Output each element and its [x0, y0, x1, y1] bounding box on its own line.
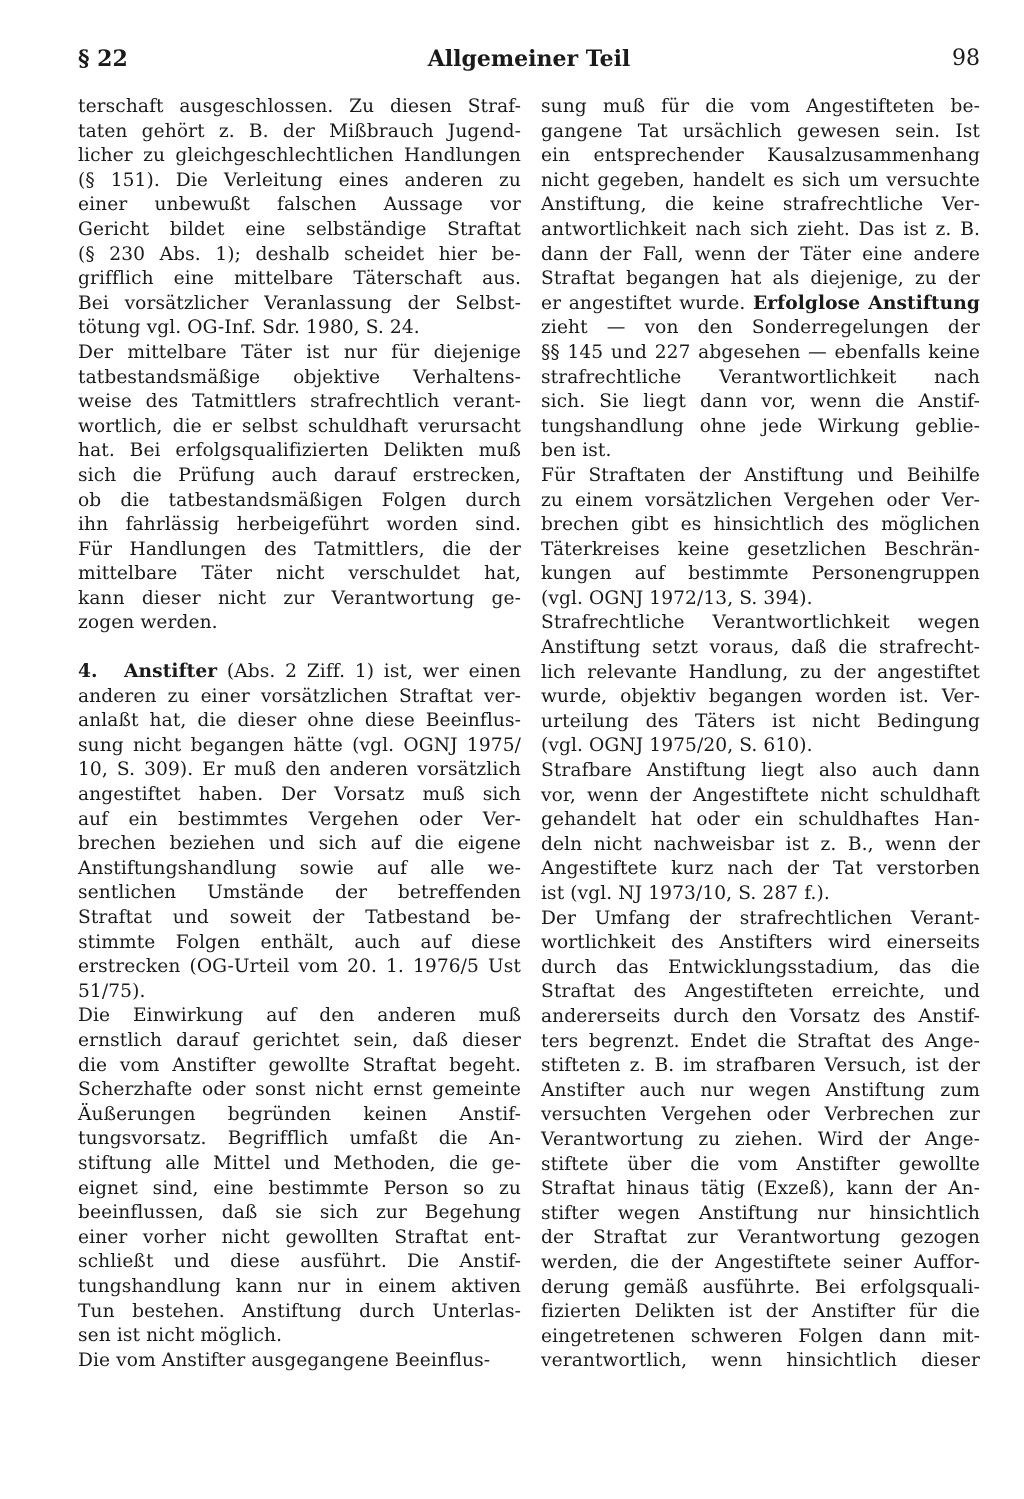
text-line: Tun bestehen. Anstiftung durch Unterlas-	[78, 1300, 521, 1322]
text-line: 51/75).	[78, 980, 146, 1002]
right-bold-line	[541, 292, 980, 317]
paragraph-gap	[78, 636, 521, 660]
para4-first-line	[78, 660, 521, 685]
text-line: Straftat und soweit der Tatbestand be-	[78, 907, 521, 928]
text-line: tatbestandsmäßige objektive Verhaltens-	[78, 366, 521, 388]
text-line: Täterkreises keine gesetzlichen Beschrän-	[541, 538, 980, 560]
text-line: auf ein bestimmtes Vergehen oder Ver-	[78, 808, 521, 830]
text-line: der Straftat zur Verantwortung gezogen	[541, 1227, 980, 1249]
text-line: 10, S. 309). Er muß den anderen vorsätzlich	[78, 759, 521, 781]
text-line: andererseits durch den Vorsatz des Anstif-	[541, 1005, 980, 1027]
text-line: taten gehört z. B. der Mißbrauch Jugend-	[78, 120, 521, 142]
text-line: brechen beziehen und sich auf die eigene	[78, 833, 521, 855]
right-bold-term: Erfolglose Anstiftung	[752, 292, 980, 314]
text-line: ob die tatbestandsmäßigen Folgen durch	[78, 489, 521, 511]
text-line: strafrechtliche Verantwortlichkeit nach	[541, 366, 980, 388]
text-line: Für Straftaten der Anstiftung und Beihilfe	[541, 464, 980, 486]
right-column-paragraphs-a	[541, 95, 980, 292]
text-line: wurde, objektiv begangen worden ist. Ver-	[541, 686, 980, 708]
text-line: eingetretenen schweren Folgen dann mit-	[541, 1325, 980, 1347]
text-line: nicht gegeben, handelt es sich um versuchte	[541, 169, 980, 191]
text-line: grifflich eine mittelbare Täterschaft aus.	[78, 268, 521, 290]
text-line: kungen auf bestimmte Personengruppen	[541, 563, 980, 585]
text-line: Anstiftung, die keine strafrechtliche Ver-	[541, 194, 980, 216]
right-column	[541, 95, 980, 1374]
text-line: hat. Bei erfolgsqualifizierten Delikten muß	[78, 440, 521, 462]
text-line: eignet sind, eine bestimmte Person so zu	[78, 1177, 521, 1199]
page-header	[78, 40, 980, 80]
text-line: tungshandlung ohne jede Wirkung geblie-	[541, 415, 980, 437]
text-line: schließt und diese ausführt. Die Anstif-	[78, 1251, 521, 1273]
text-line: zu einem vorsätzlichen Vergehen oder Ver-	[541, 489, 980, 511]
text-line: verantwortlich, wenn hinsichtlich dieser	[541, 1350, 980, 1372]
left-column	[78, 95, 521, 1373]
text-line: stiftung alle Mittel und Methoden, die ge-	[78, 1152, 521, 1174]
text-line: (§ 151). Die Verleitung eines anderen zu	[78, 169, 521, 191]
para4-term: Anstifter	[124, 661, 218, 683]
text-line: (§ 230 Abs. 1); deshalb scheidet hier be-	[78, 243, 521, 265]
text-line: licher zu gleichgeschlechtlichen Handlungen	[78, 145, 521, 167]
text-line: deln nicht nachweisbar ist z. B., wenn der	[541, 833, 980, 855]
text-line: versuchten Vergehen oder Verbrechen zur	[541, 1104, 980, 1126]
para4-body	[78, 685, 521, 1374]
text-line: Verantwortung zu ziehen. Wird der Ange-	[541, 1128, 980, 1150]
text-line: ein entsprechender Kausalzusammenhang	[541, 145, 980, 167]
text-line: zieht — von den Sonderregelungen der	[541, 317, 980, 339]
text-line: sen ist nicht möglich.	[78, 1325, 283, 1347]
text-line: Straftat begangen hat als diejenige, zu der	[541, 268, 980, 290]
text-line: Anstiftungshandlung sowie auf alle we-	[78, 857, 521, 879]
text-line: stimmte Folgen enthält, auch auf diese	[78, 931, 521, 953]
text-line: sung muß für die vom Angestifteten be-	[541, 96, 980, 117]
text-line: erstrecken (OG-Urteil vom 20. 1. 1976/5 Ust	[78, 956, 521, 978]
text-line: brechen gibt es hinsichtlich des möglichen	[541, 514, 980, 536]
text-line: stifteten z. B. im strafbaren Versuch, ist der	[541, 1055, 980, 1077]
text-line: Der Umfang der strafrechtlichen Verant-	[541, 907, 980, 929]
text-line: dann der Fall, wenn der Täter eine andere	[541, 243, 980, 265]
text-line: Gericht bildet eine selbständige Straftat	[78, 218, 521, 240]
text-line: derung gemäß ausführte. Bei erfolgsquali-	[541, 1276, 980, 1298]
text-line: anlaßt hat, die dieser ohne diese Beeinflus-	[78, 710, 521, 732]
para4-number: 4.	[78, 661, 98, 683]
text-line: wortlichkeit des Anstifters wird einerseits	[541, 932, 980, 954]
text-line: fizierten Delikten ist der Anstifter für die	[541, 1301, 980, 1323]
text-line: sich die Prüfung auch darauf erstrecken,	[78, 464, 521, 486]
text-line: Straftat hinaus tätig (Exzeß), kann der An-	[541, 1178, 980, 1200]
text-line: Der mittelbare Täter ist nur für diejenige	[78, 341, 521, 363]
text-line: stiftete über die vom Anstifter gewollte	[541, 1153, 980, 1175]
text-line: Scherzhafte oder sonst nicht ernst gemeinte	[78, 1079, 521, 1101]
text-line: gangene Tat ursächlich gewesen sein. Ist	[541, 120, 980, 142]
text-line: ben ist.	[541, 440, 612, 462]
text-line: tötung vgl. OG-Inf. Sdr. 1980, S. 24.	[78, 317, 420, 339]
text-line: Äußerungen begründen keinen Anstif-	[78, 1103, 521, 1125]
text-line: ernstlich darauf gerichtet sein, daß dieser	[78, 1029, 521, 1051]
text-line: Straftat des Angestifteten erreichte, und	[541, 981, 980, 1003]
text-line: tungshandlung kann nur in einem aktiven	[78, 1275, 521, 1297]
text-line: stifter wegen Anstiftung nur hinsichtlich	[541, 1202, 980, 1224]
text-line: urteilung des Täters ist nicht Bedingung	[541, 710, 980, 732]
text-line: wortlich, die er selbst schuldhaft verursacht	[78, 415, 521, 437]
right-column-paragraphs-b	[541, 316, 980, 1374]
text-line: einer unbewußt falschen Aussage vor	[78, 194, 521, 216]
text-line: Die Einwirkung auf den anderen muß	[78, 1005, 521, 1027]
text-line: kann dieser nicht zur Verantwortung ge-	[78, 587, 521, 609]
text-line: antwortlichkeit nach sich zieht. Das ist z. B.	[541, 218, 980, 240]
text-line: (vgl. OGNJ 1972/13, S. 394).	[541, 587, 813, 609]
text-line: durch das Entwicklungsstadium, das die	[541, 956, 980, 978]
text-line: sung nicht begangen hätte (vgl. OGNJ 1975/	[78, 734, 521, 756]
text-line: beeinflussen, daß sie sich zur Begehung	[78, 1202, 521, 1224]
text-line: ters begrenzt. Endet die Straftat des Ange-	[541, 1030, 980, 1052]
text-line: Bei vorsätzlicher Veranlassung der Selbst-	[78, 292, 521, 314]
text-line: gehandelt hat oder ein schuldhaftes Han-	[541, 809, 980, 831]
right-bold-line-before: er angestiftet wurde.	[541, 292, 746, 314]
text-line: Strafbare Anstiftung liegt also auch dann	[541, 760, 980, 782]
text-line: ist (vgl. NJ 1973/10, S. 287 f.).	[541, 883, 830, 904]
text-line: einer vorher nicht gewollten Straftat ent-	[78, 1226, 521, 1248]
text-line: lich relevante Handlung, zu der angestiftet	[541, 661, 980, 683]
text-line: §§ 145 und 227 abgesehen — ebenfalls keine	[541, 341, 980, 363]
text-line: die vom Anstifter gewollte Straftat begeht.	[78, 1054, 521, 1076]
text-line: zogen werden.	[78, 612, 218, 634]
left-column-paragraphs	[78, 95, 521, 636]
text-line: ihn fahrlässig herbeigeführt worden sind.	[78, 514, 521, 536]
text-line: Angestiftete kurz nach der Tat verstorben	[541, 858, 980, 880]
text-line: tungsvorsatz. Begrifflich umfaßt die An-	[78, 1128, 521, 1150]
running-title: Allgemeiner Teil	[427, 46, 631, 72]
text-line: angestiftet haben. Der Vorsatz muß sich	[78, 784, 521, 806]
text-line: sentlichen Umstände der betreffenden	[78, 882, 521, 904]
text-line: vor, wenn der Angestiftete nicht schuldhaft	[541, 784, 980, 806]
text-line: anderen zu einer vorsätzlichen Straftat ver-	[78, 685, 521, 707]
text-line: sich. Sie liegt dann vor, wenn die Anstif-	[541, 391, 980, 413]
text-line: Für Handlungen des Tatmittlers, die der	[78, 538, 521, 560]
text-line: terschaft ausgeschlossen. Zu diesen Straf-	[78, 96, 521, 117]
text-line: Anstiftung setzt voraus, daß die strafrecht-	[541, 637, 980, 659]
text-line: (vgl. OGNJ 1975/20, S. 610).	[541, 735, 813, 757]
text-line: mittelbare Täter nicht verschuldet hat,	[78, 563, 521, 585]
text-line: Strafrechtliche Verantwortlichkeit wegen	[541, 612, 980, 634]
text-line: weise des Tatmittlers strafrechtlich verant-	[78, 391, 521, 413]
para4-first-line-rest: (Abs. 2 Ziff. 1) ist, wer einen	[226, 661, 521, 683]
text-line: Die vom Anstifter ausgegangene Beeinflus-	[78, 1349, 491, 1371]
text-line: Anstifter auch nur wegen Anstiftung zum	[541, 1079, 980, 1101]
page-number: 98	[952, 46, 980, 71]
text-line: werden, die der Angestiftete seiner Auffor-	[541, 1251, 980, 1273]
section-number: § 22	[78, 46, 128, 72]
